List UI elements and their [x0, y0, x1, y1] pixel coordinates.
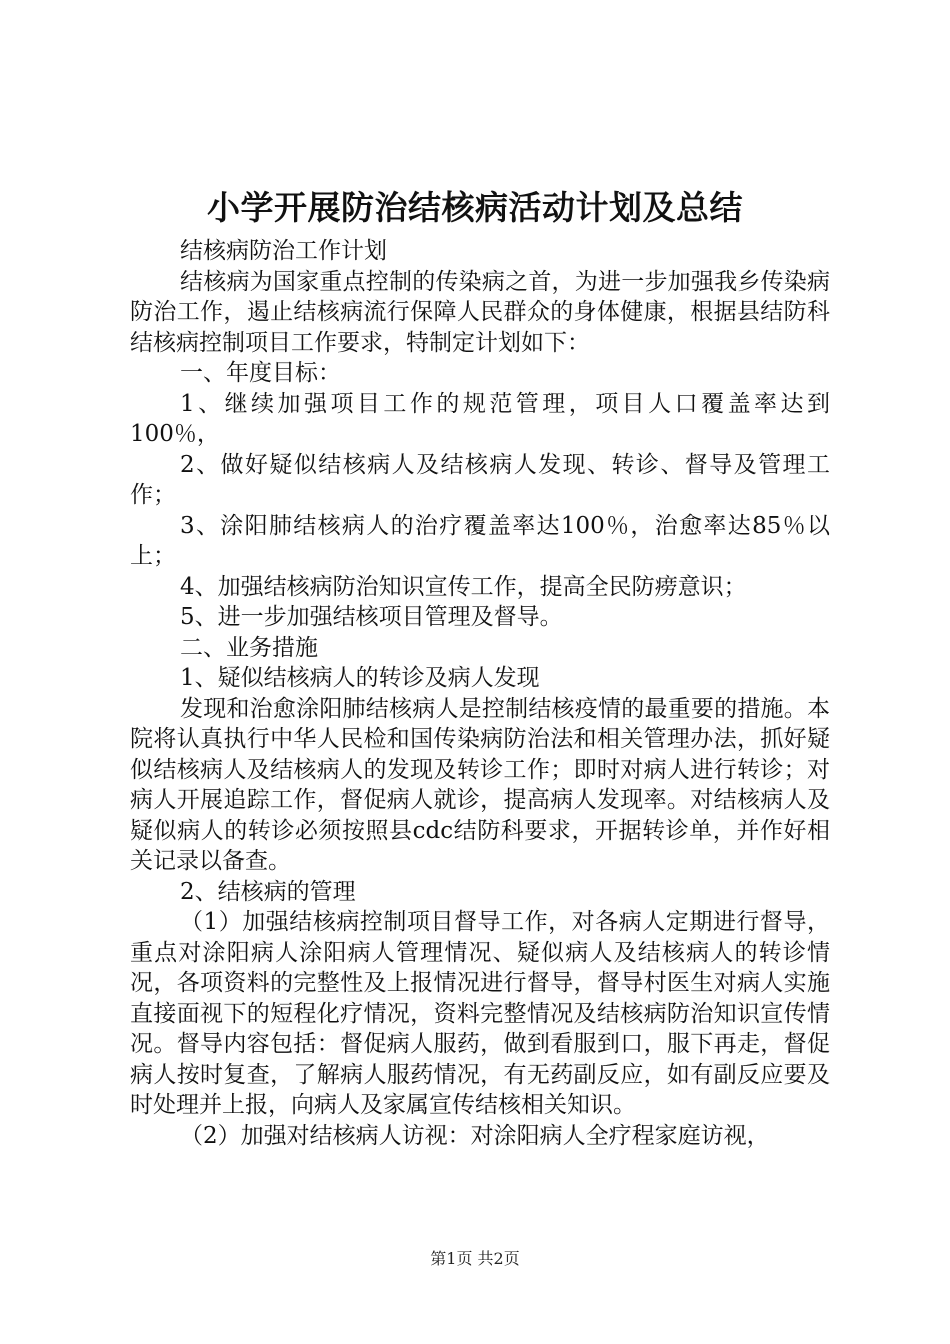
subsection-heading: 1、疑似结核病人的转诊及病人发现 — [180, 665, 540, 691]
paragraph: （1）加强结核病控制项目督导工作，对各病人定期进行督导，重点对涂阳病人涂阳病人管理情况、疑似病人及结核病人的转诊情况，各项资料的完整性及上报情况进行督导，督导村医生对病人实施直接面视下的短程化疗情况，资料完整情况及结核病防治知识宣传情况。督导内容包括：督促病人服药，做到看服到口，服下再走，督促病人按时复查，了解病人服药情况，有无药副反应，如有副反应要及时处理并上报，向病人及家属宣传结核相关知识。 — [130, 909, 830, 1118]
list-item: 1、继续加强项目工作的规范管理，项目人口覆盖率达到100％， — [130, 390, 830, 447]
section-heading: 一、年度目标： — [180, 360, 341, 386]
paragraph: 结核病为国家重点控制的传染病之首，为进一步加强我乡传染病防治工作，遏止结核病流行保障人民群众的身体健康，根据县结防科结核病控制项目工作要求，特制定计划如下： — [130, 268, 830, 356]
list-item: 3、涂阳肺结核病人的治疗覆盖率达100％，治愈率达85％以上； — [130, 512, 830, 569]
paragraph: 发现和治愈涂阳肺结核病人是控制结核疫情的最重要的措施。本院将认真执行中华人民检和国传染病防治法和相关管理办法，抓好疑似结核病人及结核病人的发现及转诊工作；即时对病人进行转诊；对病人开展追踪工作，督促病人就诊，提高病人发现率。对结核病人及疑似病人的转诊必须按照县cdc结防科要求，开据转诊单，并作好相关记录以备查。 — [130, 695, 830, 874]
document-body — [130, 236, 830, 1151]
list-item: 2、做好疑似结核病人及结核病人发现、转诊、督导及管理工作； — [130, 451, 830, 508]
document-title: 小学开展防治结核病活动计划及总结 — [207, 188, 743, 227]
page-footer: 第1页 共2页 — [430, 1249, 520, 1268]
section-heading: 结核病防治工作计划 — [180, 238, 387, 264]
paragraph: （2）加强对结核病人访视：对涂阳病人全疗程家庭访视， — [180, 1122, 770, 1149]
list-item: 4、加强结核病防治知识宣传工作，提高全民防痨意识； — [180, 573, 747, 600]
subsection-heading: 2、结核病的管理 — [180, 878, 356, 905]
list-item: 5、进一步加强结核项目管理及督导。 — [180, 604, 563, 630]
section-heading: 二、业务措施 — [180, 634, 318, 661]
